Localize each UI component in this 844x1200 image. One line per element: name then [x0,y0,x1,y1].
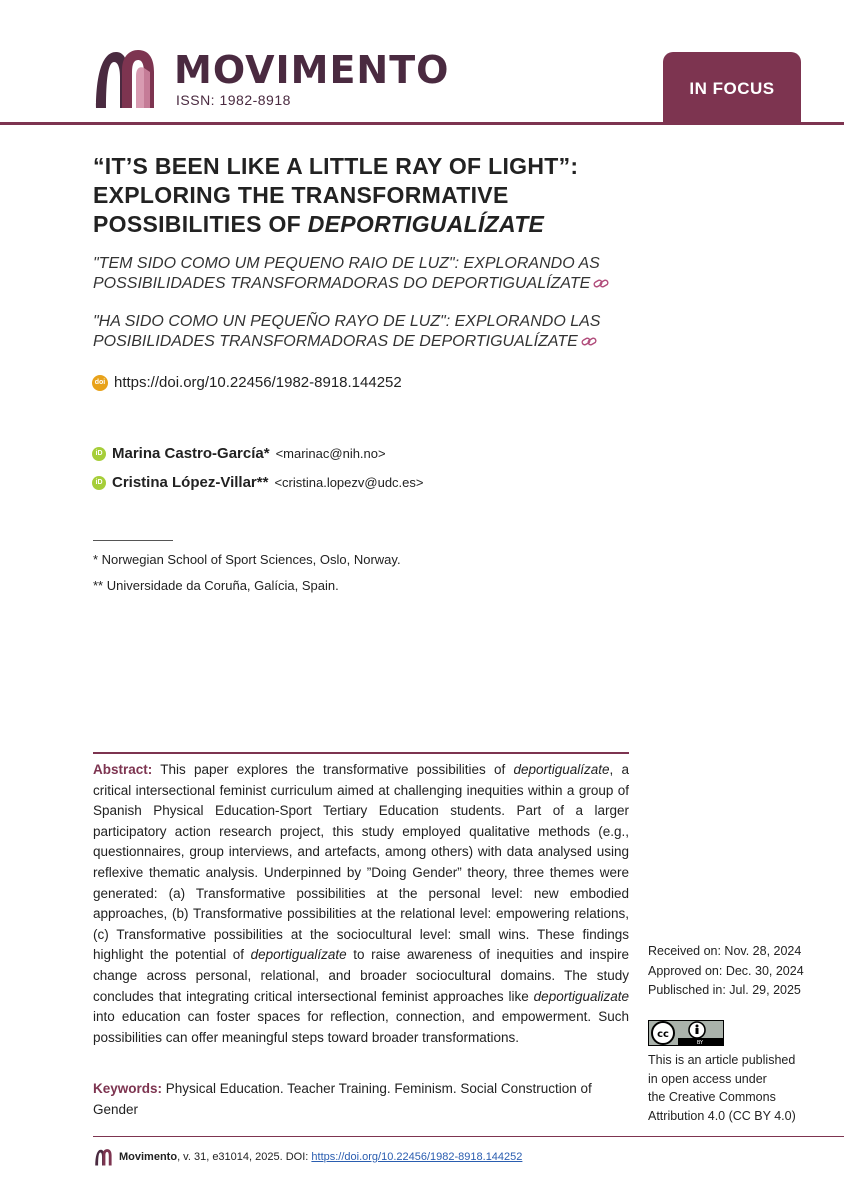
author-row [92,474,424,491]
author-email[interactable]: <cristina.lopezv@udc.es> [274,475,424,490]
affiliation: ** Universidade da Coruña, Galícia, Spain. [93,578,339,593]
movimento-logo [92,46,162,110]
doi-row [92,374,402,391]
header-rule [0,122,844,125]
title-en-line3 [93,210,693,239]
article-title-en [93,152,693,239]
title-en-line1: “IT’S BEEN LIKE A LITTLE RAY OF LIGHT”: [93,153,579,179]
approved-date: Approved on: Dec. 30, 2024 [648,963,804,978]
orcid-icon[interactable]: iD [92,476,106,490]
license-line: in open access under [648,1071,767,1086]
license-line: This is an article published [648,1053,796,1067]
svg-text:cc: cc [657,1029,669,1040]
received-date: Received on: Nov. 28, 2024 [648,944,802,958]
footer-doi-link[interactable]: https://doi.org/10.22456/1982-8918.144252 [311,1151,523,1163]
article-title-es [93,312,653,352]
abstract-text: , a critical intersectional feminist curriculum aimed at challenging inequities within a group of Spanish Physical Education-Sport Tertiary Education students. Part of a larger participatory action research project, this study employed qualitative methods (e.g., questionnaires, group interviews, and artefacts, among others) with data analysed using reflexive thematic analysis. Underpinned by ”Doing Gender” theory, three themes were generated: (a) Transformative possibilities at the personal level: new embodied approaches, (b) Transformative possibilities at the relational level: empowering relations, (c) Transformative possibilities at the sociocultural level: small wins. These findings highlight the potential of [93,762,629,963]
keywords-label: Keywords: [93,1081,163,1096]
article-title-pt [93,254,653,294]
svg-text:BY: BY [696,1040,704,1046]
footer-journal: Movimento [119,1151,178,1163]
title-en-line2: EXPLORING THE TRANSFORMATIVE [93,182,509,208]
doi-icon: doi [92,375,108,391]
title-pt-line2-text: POSSIBILIDADES TRANSFORMADORAS DO DEPORTIGUALÍZATE [93,275,591,292]
abstract-rule [93,752,629,754]
link-icon[interactable] [593,277,609,289]
license-line: the Creative Commons [648,1090,776,1104]
cc-by-icon[interactable] [648,1020,724,1046]
link-icon[interactable] [581,335,597,347]
abstract-text: into education can foster spaces for reflection, connection, and empowerment. Such possibilities can offer meaningful steps toward broader transformations. [93,1009,629,1045]
author-name: Cristina López-Villar** [112,474,269,491]
orcid-icon[interactable]: iD [92,447,106,461]
footer-citation-text: , v. 31, e31014, 2025. DOI: [177,1151,312,1163]
abstract-label: Abstract: [93,762,153,777]
affiliation: * Norwegian School of Sport Sciences, Oslo, Norway. [93,552,401,567]
author-row [92,445,386,462]
published-date: Publisched in: Jul. 29, 2025 [648,983,801,997]
title-pt-line1: "TEM SIDO COMO UM PEQUENO RAIO DE LUZ": EXPLORANDO AS [93,255,600,272]
author-name: Marina Castro-García* [112,445,270,462]
journal-issn: ISSN: 1982-8918 [176,92,291,108]
title-en-line3-italic: DEPORTIGUALÍZATE [307,211,545,237]
keywords-text: Physical Education. Teacher Training. Feminism. Social Construction of Gender [93,1081,592,1117]
title-es-line2-text: POSIBILIDADES TRANSFORMADORAS DE DEPORTIGUALÍZATE [93,333,578,350]
section-tab: IN FOCUS [663,52,801,125]
abstract-italic: deportigualízate [250,947,347,963]
title-en-line3-plain: POSSIBILITIES OF [93,211,308,237]
license-text [648,1051,823,1125]
journal-name: MOVIMENTO [174,48,450,92]
footer-citation [93,1148,522,1166]
movimento-logo [93,1148,115,1166]
title-pt-line2 [93,274,653,294]
title-es-line1: "HA SIDO COMO UN PEQUEÑO RAYO DE LUZ": EXPLORANDO LAS [93,313,601,330]
publication-dates [648,942,804,1001]
abstract [93,760,629,1048]
keywords [93,1079,629,1120]
author-email[interactable]: <marinac@nih.no> [275,446,386,461]
footnote-rule [93,540,173,541]
abstract-italic: deportigualizate [533,988,629,1004]
abstract-text: to raise awareness of inequities and inspire change across personal, relational, and broader sociocultural domains. The study concludes that integrating critical intersectional feminist approaches like [93,947,630,1004]
abstract-text: This paper explores the transformative possibilities of [152,762,514,777]
footer-rule [93,1136,844,1137]
title-es-line2 [93,332,653,352]
doi-link[interactable]: https://doi.org/10.22456/1982-8918.144252 [114,374,402,391]
license-line: Attribution 4.0 (CC BY 4.0) [648,1108,796,1123]
abstract-italic: deportigualízate [513,762,610,777]
